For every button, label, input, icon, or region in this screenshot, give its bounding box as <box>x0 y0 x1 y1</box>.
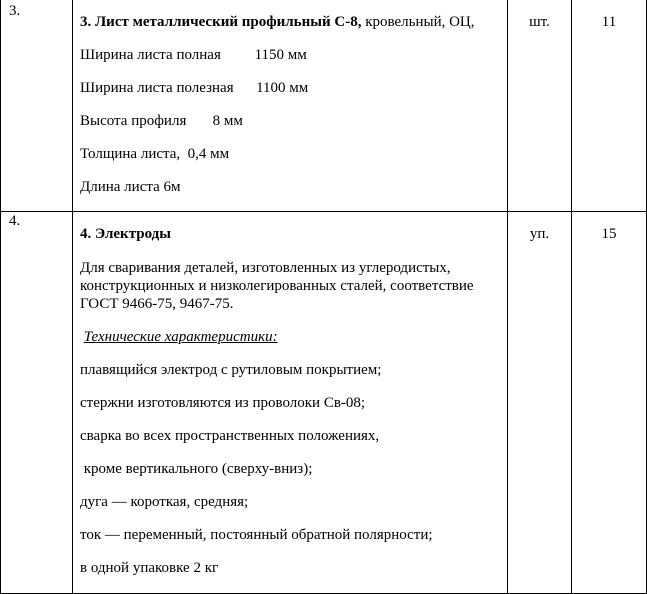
row-number: 3. <box>1 0 73 212</box>
spec-line: в одной упаковке 2 кг <box>80 560 219 576</box>
quantity: 11 <box>572 0 647 212</box>
spec-line: кроме вертикального (сверху-вниз); <box>80 461 313 477</box>
spec-line: дуга — короткая, средняя; <box>80 494 249 510</box>
item-title-rest: кровельный, ОЦ, <box>361 14 475 30</box>
spec-line: Длина листа 6м <box>80 179 181 195</box>
table-row <box>1 0 647 212</box>
table-row <box>1 212 647 594</box>
item-description <box>73 0 508 212</box>
spec-line: стержни изготовляются из проволоки Св-08; <box>80 395 366 411</box>
quantity: 15 <box>572 212 647 594</box>
spec-line: сварка во всех пространственных положениях, <box>80 428 380 444</box>
spec-line: Ширина листа полезная 1100 мм <box>80 80 309 96</box>
unit-of-measure: уп. <box>508 212 572 594</box>
spec-line: Высота профиля 8 мм <box>80 113 243 129</box>
subheading <box>80 329 501 346</box>
item-title-bold: 3. Лист металлический профильный С-8, <box>80 14 362 30</box>
row-number: 4. <box>1 212 73 594</box>
item-description <box>73 212 508 594</box>
item-title: 4. Электроды <box>80 226 171 242</box>
subheading-text: Технические характеристики: <box>83 329 278 345</box>
spec-line: ток — переменный, постоянный обратной полярности; <box>80 527 433 543</box>
item-intro: Для сваривания деталей, изготовленных из углеродистых, конструкционных и низколегированных сталей, соответствие ГОСТ 9466-75, 9467-75. <box>80 260 474 312</box>
unit-of-measure: шт. <box>508 0 572 212</box>
spec-line: плавящийся электрод с рутиловым покрытием; <box>80 362 382 378</box>
item-title <box>80 14 501 31</box>
spec-line: Толщина листа, 0,4 мм <box>80 146 230 162</box>
spec-line: Ширина листа полная 1150 мм <box>80 47 307 63</box>
